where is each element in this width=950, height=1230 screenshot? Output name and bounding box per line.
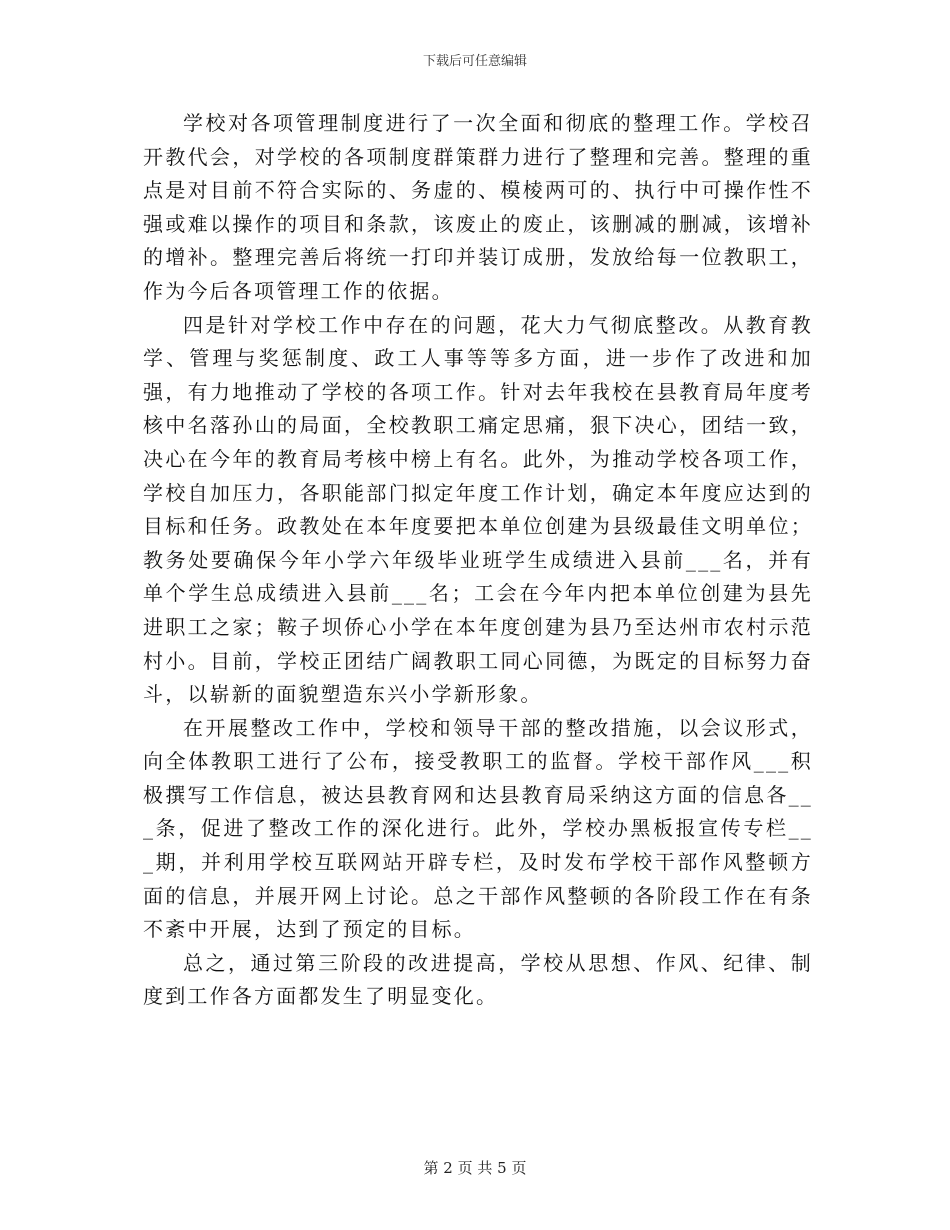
paragraph: 学校对各项管理制度进行了一次全面和彻底的整理工作。学校召开教代会，对学校的各项制度群策群力进行了整理和完善。整理的重点是对目前不符合实际的、务虚的、模棱两可的、执行中可操作性不强或难以操作的项目和条款，该废止的废止，该删减的删减，该增补的增补。整理完善后将统一打印并装订成册，发放给每一位教职工，作为今后各项管理工作的依据。 (143, 111, 813, 303)
document-body (143, 107, 813, 1014)
paragraph: 四是针对学校工作中存在的问题，花大力气彻底整改。从教育教学、管理与奖惩制度、政工人事等等多方面，进一步作了改进和加强，有力地推动了学校的各项工作。针对去年我校在县教育局年度考核中名落孙山的局面，全校教职工痛定思痛，狠下决心，团结一致，决心在今年的教育局考核中榜上有名。此外，为推动学校各项工作，学校自加压力，各职能部门拟定年度工作计划，确定本年度应达到的目标和任务。政教处在本年度要把本单位创建为县级最佳文明单位；教务处要确保今年小学六年级毕业班学生成绩进入县前___名，并有单个学生总成绩进入县前___名；工会在今年内把本单位创建为县先进职工之家；鞍子坝侨心小学在本年度创建为县乃至达州市农村示范村小。目前，学校正团结广阔教职工同心同德，为既定的目标努力奋斗，以崭新的面貌塑造东兴小学新形象。 (143, 312, 813, 707)
page-header: 下载后可任意编辑 (422, 54, 527, 69)
page-number: 第 2 页 共 5 页 (423, 1159, 527, 1177)
paragraph: 总之，通过第三阶段的改进提高，学校从思想、作风、纪律、制度到工作各方面都发生了明显变化。 (143, 950, 813, 1009)
paragraph: 在开展整改工作中，学校和领导干部的整改措施，以会议形式，向全体教职工进行了公布，接受教职工的监督。学校干部作风___积极撰写工作信息，被达县教育网和达县教育局采纳这方面的信息各___条，促进了整改工作的深化进行。此外，学校办黑板报宣传专栏___期，并利用学校互联网站开辟专栏，及时发布学校干部作风整顿方面的信息，并展开网上讨论。总之干部作风整顿的各阶段工作在有条不紊中开展，达到了预定的目标。 (143, 715, 813, 942)
